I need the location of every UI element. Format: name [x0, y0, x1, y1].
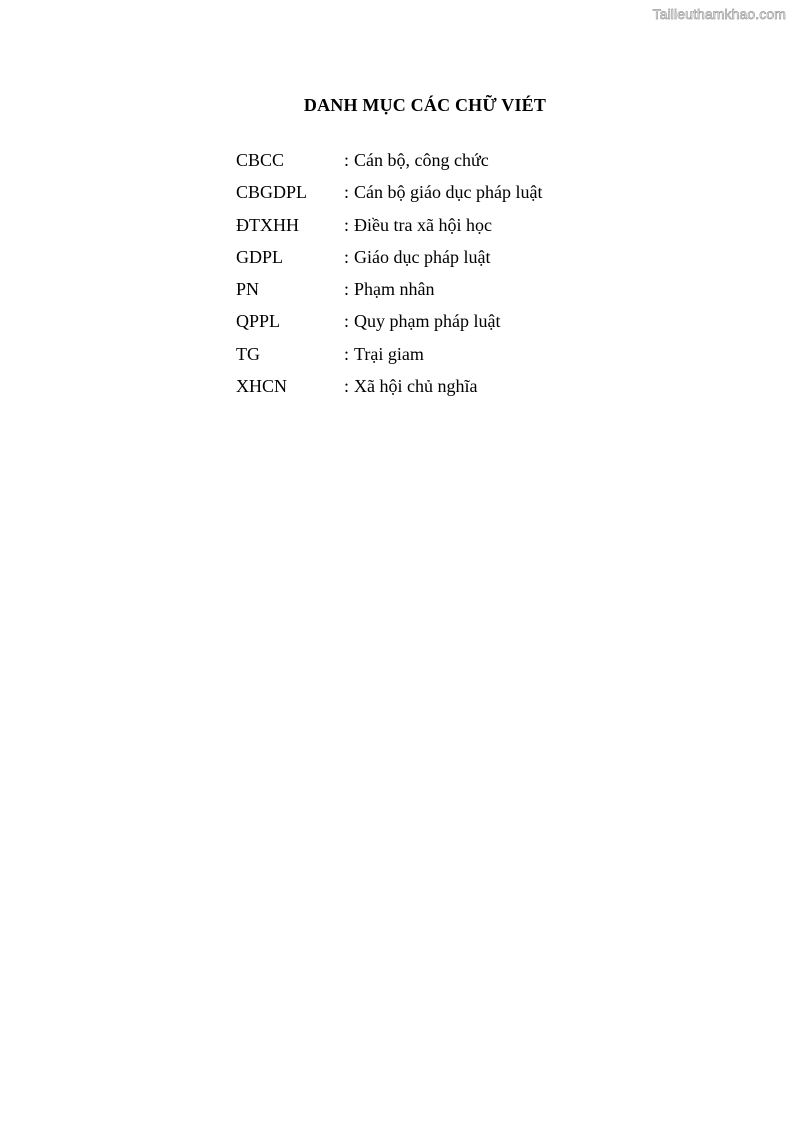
abbreviation-separator: : [344, 182, 350, 203]
abbreviation-separator: : [344, 246, 350, 267]
abbreviation-code: GDPL [236, 246, 284, 267]
abbreviation-separator: : [344, 214, 350, 235]
abbreviation-meaning: Quy phạm pháp luật [354, 311, 501, 332]
abbreviation-row [236, 179, 656, 211]
abbreviation-meaning: Điều tra xã hội học [354, 214, 492, 235]
abbreviation-meaning: Cán bộ, công chức [354, 150, 489, 170]
abbreviation-separator: : [344, 311, 350, 332]
abbreviation-separator: : [344, 376, 350, 397]
watermark: Tailieuthamkhao.com [652, 6, 786, 22]
abbreviation-row [236, 341, 656, 373]
abbreviation-code: QPPL [236, 311, 281, 332]
abbreviation-row [236, 276, 656, 308]
abbreviation-row [236, 244, 656, 276]
abbreviation-row [236, 147, 656, 179]
abbreviation-meaning: Xã hội chủ nghĩa [354, 376, 478, 397]
abbreviation-code: ĐTXHH [236, 214, 299, 235]
page-title: DANH MỤC CÁC CHỮ VIÉT [303, 95, 547, 115]
abbreviation-code: CBGDPL [236, 182, 308, 203]
abbreviation-separator: : [344, 279, 350, 300]
abbreviation-code: TG [236, 343, 260, 364]
abbreviation-meaning: Phạm nhân [354, 279, 435, 300]
abbreviation-row [236, 212, 656, 244]
abbreviation-meaning: Giáo dục pháp luật [354, 246, 491, 267]
abbreviation-meaning: Trại giam [354, 343, 424, 364]
abbreviation-row [236, 308, 656, 340]
abbreviation-separator: : [344, 150, 350, 170]
abbreviation-code: CBCC [236, 150, 285, 170]
abbreviation-separator: : [344, 343, 350, 364]
abbreviation-list [236, 147, 656, 405]
abbreviation-code: XHCN [236, 376, 288, 397]
abbreviation-meaning: Cán bộ giáo dục pháp luật [354, 182, 543, 203]
abbreviation-row [236, 373, 656, 405]
abbreviation-code: PN [236, 279, 260, 300]
